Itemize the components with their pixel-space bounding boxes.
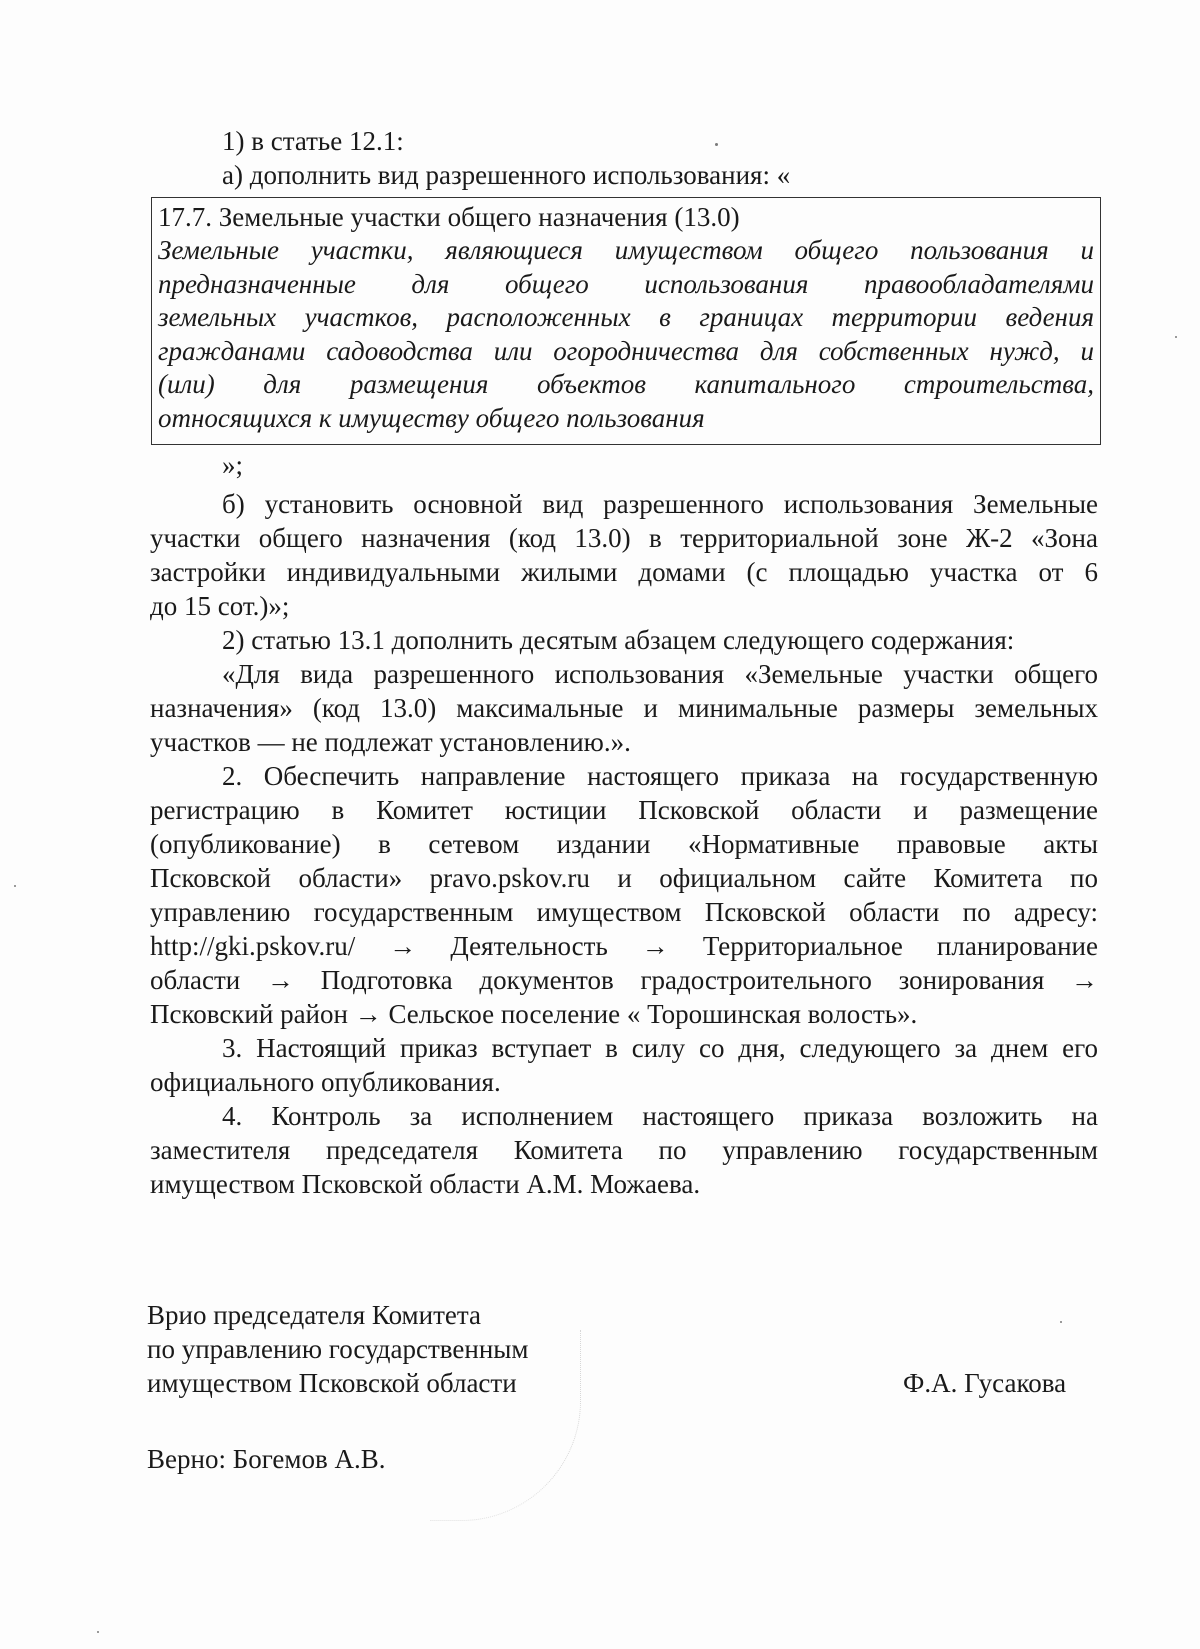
scan-speck — [1175, 336, 1177, 338]
clause-b-line: участки общего назначения (код 13.0) в территориальной зоне Ж-2 «Зона — [150, 523, 1098, 553]
clause-1-line-2: а) дополнить вид разрешенного использования: « — [222, 160, 791, 190]
clause-2 — [150, 623, 1098, 759]
land-use-description-line: земельных участков, расположенных в границах территории ведения — [158, 302, 1094, 332]
land-use-description-line: относящихся к имуществу общего пользования — [158, 402, 705, 433]
land-use-description — [158, 234, 1094, 435]
item-4 — [150, 1099, 1098, 1201]
closing-quote: »; — [222, 450, 244, 480]
scan-speck — [715, 143, 718, 146]
item-3 — [150, 1031, 1098, 1099]
clause-b-line: застройки индивидуальными жилыми домами (с площадью участка от 6 — [150, 557, 1098, 587]
item-2-line: области → Подготовка документов градостроительного зонирования → — [150, 965, 1098, 995]
item-4-line: заместителя председателя Комитета по управлению государственным — [150, 1135, 1098, 1165]
item-2 — [150, 759, 1098, 1031]
land-use-description-line: предназначенные для общего использования правообладателями — [158, 268, 1094, 299]
scan-speck — [1060, 1321, 1062, 1323]
signatory-position-line: имуществом Псковской области — [147, 1368, 517, 1398]
item-2-line: (опубликование) в сетевом издании «Нормативные правовые акты — [150, 829, 1098, 859]
signatory-position-line: Врио председателя Комитета — [147, 1300, 481, 1330]
land-use-title: 17.7. Земельные участки общего назначения (13.0) — [158, 202, 740, 232]
item-4-line: имуществом Псковской области А.М. Можаева. — [150, 1169, 701, 1199]
land-use-description-line: Земельные участки, являющиеся имуществом общего пользования и — [158, 235, 1094, 265]
clause-1-line-1: 1) в статье 12.1: — [222, 126, 404, 156]
clause-2-line: участков — не подлежат установлению.». — [150, 727, 631, 757]
item-2-line: 2. Обеспечить направление настоящего приказа на государственную — [222, 761, 1098, 791]
signatory-name: Ф.А. Гусакова — [903, 1368, 1067, 1398]
clause-2-line: «Для вида разрешенного использования «Земельные участки общего — [222, 659, 1098, 689]
scan-speck — [97, 1631, 99, 1633]
clause-2-line: назначения» (код 13.0) максимальные и минимальные размеры земельных — [150, 693, 1098, 723]
item-2-line: регистрацию в Комитет юстиции Псковской области и размещение — [150, 795, 1098, 825]
item-2-line: Псковской области» pravo.pskov.ru и официальном сайте Комитета по — [150, 863, 1098, 893]
clause-2-line: 2) статью 13.1 дополнить десятым абзацем следующего содержания: — [222, 625, 1015, 655]
item-4-line: 4. Контроль за исполнением настоящего приказа возложить на — [222, 1101, 1098, 1131]
scan-speck — [14, 885, 16, 887]
item-3-line: 3. Настоящий приказ вступает в силу со дня, следующего за днем его — [222, 1033, 1098, 1063]
clause-1 — [150, 124, 1098, 192]
clause-b-line: до 15 сот.)»; — [150, 591, 290, 621]
land-use-description-line: (или) для размещения объектов капитального строительства, — [158, 369, 1094, 399]
clause-b — [150, 487, 1098, 623]
item-2-line: управлению государственным имуществом Псковской области по адресу: — [150, 897, 1098, 927]
signatory-position-line: по управлению государственным — [147, 1334, 529, 1364]
signatory-position — [147, 1298, 529, 1400]
item-2-line: Псковский район → Сельское поселение « Торошинская волость». — [150, 999, 918, 1029]
land-use-box — [151, 197, 1101, 445]
box-closing-quote — [150, 448, 1098, 482]
certified-copy-note: Верно: Богемов А.В. — [147, 1444, 386, 1474]
land-use-description-line: гражданами садоводства или огородничества для собственных нужд, и — [158, 335, 1094, 366]
clause-b-line: б) установить основной вид разрешенного использования Земельные — [222, 489, 1098, 519]
item-3-line: официального опубликования. — [150, 1067, 501, 1097]
item-2-line: http://gki.pskov.ru/ → Деятельность → Территориальное планирование — [150, 931, 1098, 961]
